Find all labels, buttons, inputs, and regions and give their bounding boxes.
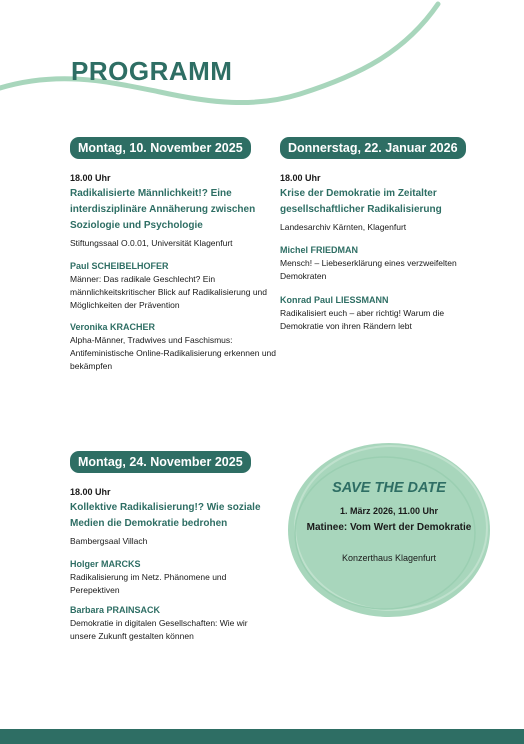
speaker-name: Veronika KRACHER	[70, 322, 156, 332]
save-the-date-title: SAVE THE DATE	[332, 480, 446, 496]
talk-title: Demokratie in digitalen Gesellschaften: Wie wir unsere Zukunft gestalten können	[70, 618, 248, 641]
program-day-1	[70, 137, 280, 373]
program-day-2	[70, 451, 270, 643]
save-the-date-venue: Konzerthaus Klagenfurt	[341, 553, 437, 563]
date-badge: Donnerstag, 22. Januar 2026	[280, 137, 466, 159]
event-heading: Kollektive Radikalisierung!? Wie soziale Medien die Demokratie bedrohen	[70, 502, 261, 529]
speaker-name: Holger MARCKS	[70, 559, 141, 569]
speaker-name: Konrad Paul LIESSMANN	[280, 295, 389, 305]
talk-title: Radikalisiert euch – aber richtig! Warum die Demokratie von ihren Rändern lebt	[280, 308, 445, 331]
speaker-name: Michel FRIEDMAN	[280, 245, 359, 255]
talk-title: Radikalisierung im Netz. Phänomene und Perepektiven	[70, 572, 227, 595]
talk-title: Mensch! – Liebeserklärung eines verzweifelten Demokraten	[280, 258, 457, 281]
save-the-date-datetime: 1. März 2026, 11.00 Uhr	[339, 506, 439, 516]
footer-bar	[0, 729, 524, 744]
save-the-date-badge	[285, 440, 493, 620]
event-time: 18.00 Uhr	[70, 487, 111, 497]
event-time: 18.00 Uhr	[280, 173, 321, 183]
talk-title: Alpha-Männer, Tradwives und Faschismus: Antifeministische Online-Radikalisierung erkennen und bekämpfen	[70, 335, 277, 371]
program-day-3	[280, 137, 480, 333]
date-badge: Montag, 24. November 2025	[70, 451, 251, 473]
save-the-date-event: Matinee: Vom Wert der Demokratie	[306, 522, 472, 533]
page-title: PROGRAMM	[71, 56, 233, 86]
speaker-name: Barbara PRAINSACK	[70, 605, 161, 615]
event-location: Bambergsaal Villach	[70, 536, 148, 546]
event-time: 18.00 Uhr	[70, 173, 111, 183]
event-location: Landesarchiv Kärnten, Klagenfurt	[280, 222, 407, 232]
date-badge: Montag, 10. November 2025	[70, 137, 251, 159]
speaker-name: Paul SCHEIBELHOFER	[70, 261, 169, 271]
event-location: Stiftungssaal O.0.01, Universität Klagenfurt	[70, 238, 233, 248]
event-heading: Krise der Demokratie im Zeitalter gesellschaftlicher Radikalisierung	[280, 188, 442, 215]
talk-title: Männer: Das radikale Geschlecht? Ein männlichkeitskritischer Blick auf Radikalisierung und Möglichkeiten der Prävention	[70, 274, 268, 310]
event-heading: Radikalisierte Männlichkeit!? Eine interdisziplinäre Annäherung zwischen Soziologie und Psychologie	[70, 188, 256, 231]
